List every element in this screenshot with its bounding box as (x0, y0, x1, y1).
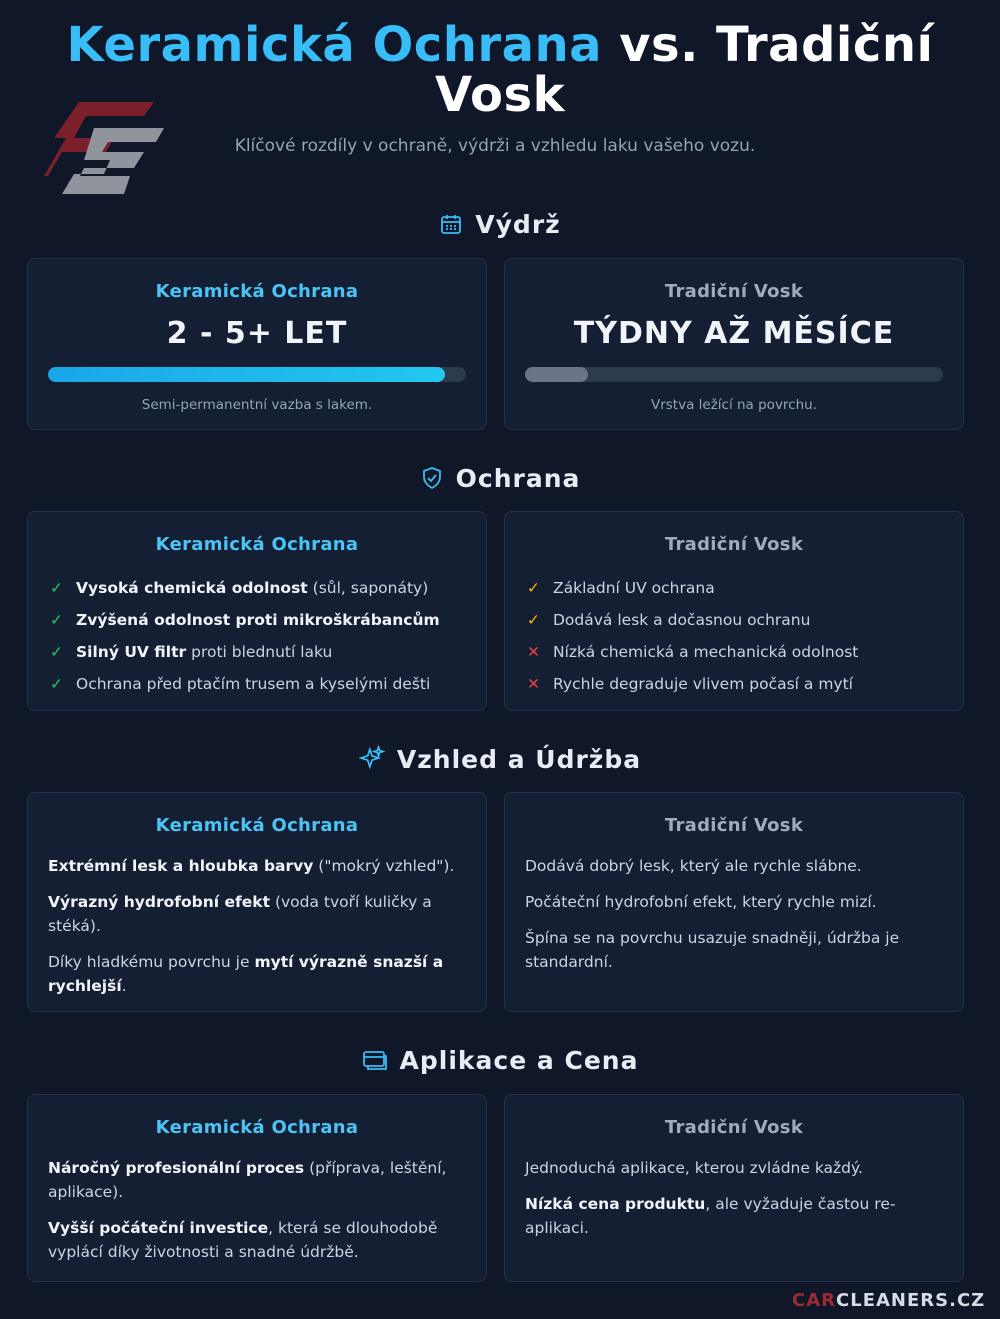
brand-cleaners: CLEANERS.CZ (836, 1290, 986, 1311)
title-rest: vs. Tradiční Vosk (435, 17, 934, 123)
paragraph: Výrazný hydrofobní efekt (voda tvoří kuličky a stéká). (48, 893, 432, 935)
check-icon: ✓ (527, 611, 540, 629)
card-label: Tradiční Vosk (664, 534, 804, 555)
check-icon: ✓ (50, 643, 63, 661)
paragraph: Špína se na povrchu usazuje snadněji, údržba je standardní. (525, 929, 900, 971)
card-application-wax (504, 1094, 964, 1282)
card-label: Keramická Ochrana (155, 1117, 359, 1138)
paragraph: Extrémní lesk a hloubka barvy ("mokrý vzhled"). (48, 857, 455, 875)
list-item: ✓ Základní UV ochrana (527, 572, 963, 604)
card-label: Keramická Ochrana (155, 534, 359, 555)
subtitle-text: Klíčové rozdíly v ochraně, výdrži a vzhledu laku vašeho vozu. (234, 136, 756, 156)
section-title-text: Ochrana (455, 464, 581, 493)
paragraph: Jednoduchá aplikace, kterou zvládne každý. (525, 1159, 863, 1177)
durability-bar-fill (48, 367, 445, 382)
shield-check-icon (420, 466, 444, 490)
card-appearance-wax (504, 792, 964, 1012)
durability-value: TÝDNY AŽ MĚSÍCE (573, 316, 895, 351)
card-icon (362, 1048, 388, 1072)
page-title (60, 17, 940, 123)
card-label: Tradiční Vosk (664, 815, 804, 836)
protection-list (527, 572, 963, 700)
section-title-text: Aplikace a Cena (399, 1046, 639, 1075)
paragraph: Nízká cena produktu, ale vyžaduje častou re-aplikaci. (525, 1195, 896, 1237)
section-title-appearance (0, 745, 1000, 774)
card-label: Tradiční Vosk (664, 281, 804, 302)
application-text (48, 1156, 466, 1264)
sparkles-icon (359, 745, 385, 771)
durability-caption: Vrstva ležící na povrchu. (650, 397, 818, 413)
section-title-text: Vzhled a Údržba (396, 745, 642, 774)
list-item: ✕ Rychle degraduje vlivem počasí a mytí (527, 668, 963, 700)
appearance-text (48, 854, 466, 998)
paragraph: Počáteční hydrofobní efekt, který rychle mizí. (525, 893, 877, 911)
calendar-icon (439, 212, 463, 236)
brand-car: CAR (792, 1290, 837, 1311)
durability-bar (525, 367, 943, 382)
page-subtitle (0, 136, 990, 156)
check-icon: ✓ (527, 579, 540, 597)
paragraph: Vyšší počáteční investice, která se dlouhodobě vyplácí díky životnosti a snadné údržbě. (48, 1219, 438, 1261)
card-application-ceramic (27, 1094, 487, 1282)
paragraph: Díky hladkému povrchu je mytí výrazně snazší a rychlejší. (48, 953, 444, 995)
check-icon: ✓ (50, 611, 63, 629)
header (0, 0, 1000, 200)
durability-bar-fill (525, 367, 588, 382)
section-title-application (0, 1046, 1000, 1075)
card-appearance-ceramic (27, 792, 487, 1012)
list-item: ✓ Zvýšená odolnost proti mikroškrábancům (50, 604, 486, 636)
list-item: ✕ Nízká chemická a mechanická odolnost (527, 636, 963, 668)
check-icon: ✓ (50, 579, 63, 597)
list-item: ✓ Vysoká chemická odolnost (sůl, saponáty) (50, 572, 486, 604)
card-durability-wax (504, 258, 964, 430)
durability-value: 2 - 5+ LET (166, 316, 348, 351)
list-item: ✓ Ochrana před ptačím trusem a kyselými dešti (50, 668, 486, 700)
protection-list (50, 572, 486, 700)
list-item: ✓ Silný UV filtr proti blednutí laku (50, 636, 486, 668)
section-title-durability (0, 210, 1000, 239)
appearance-text (525, 854, 943, 974)
check-icon: ✓ (50, 675, 63, 693)
section-title-protection (0, 464, 1000, 493)
durability-bar (48, 367, 466, 382)
application-text (525, 1156, 943, 1240)
paragraph: Náročný profesionální proces (příprava, leštění, aplikace). (48, 1159, 447, 1201)
cross-icon: ✕ (527, 675, 540, 693)
durability-caption: Semi-permanentní vazba s lakem. (141, 397, 373, 413)
card-durability-ceramic (27, 258, 487, 430)
cross-icon: ✕ (527, 643, 540, 661)
card-label: Keramická Ochrana (155, 281, 359, 302)
section-title-text: Výdrž (475, 210, 561, 239)
paragraph: Dodává dobrý lesk, který ale rychle slábne. (525, 857, 862, 875)
card-label: Keramická Ochrana (155, 815, 359, 836)
title-accent: Keramická Ochrana (66, 17, 603, 73)
brand-watermark (792, 1290, 985, 1311)
card-label: Tradiční Vosk (664, 1117, 804, 1138)
list-item: ✓ Dodává lesk a dočasnou ochranu (527, 604, 963, 636)
card-protection-wax (504, 511, 964, 711)
card-protection-ceramic (27, 511, 487, 711)
